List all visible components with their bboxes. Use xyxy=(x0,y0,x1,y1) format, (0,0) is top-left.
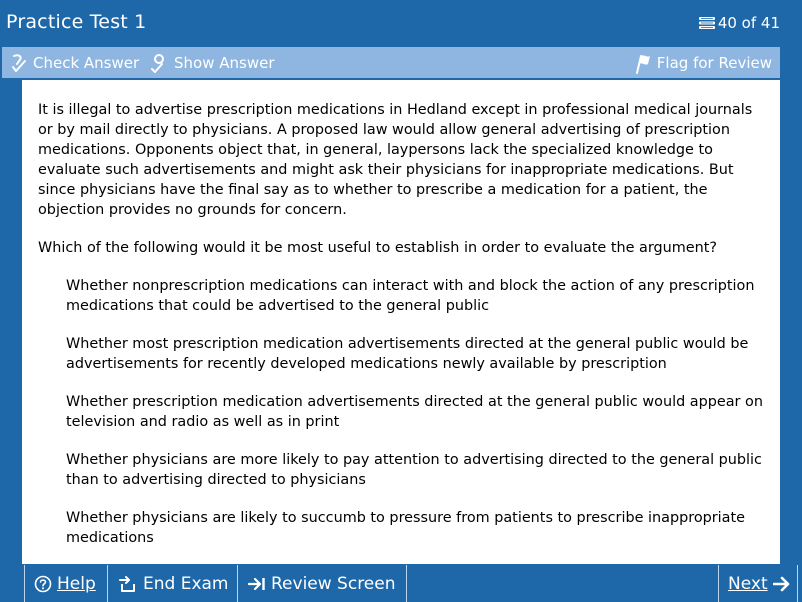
end-exam-label: End Exam xyxy=(143,573,229,594)
app-title: Practice Test 1 xyxy=(6,11,147,33)
end-exam-icon xyxy=(118,575,138,593)
question-list-icon xyxy=(698,16,716,30)
flag-for-review-label: Flag for Review xyxy=(656,53,772,72)
help-icon xyxy=(34,575,52,593)
answer-choice-text: Whether prescription medication advertisements directed at the general public would appear on television and radio as well as in print xyxy=(66,394,763,430)
end-exam-button[interactable] xyxy=(107,565,237,602)
check-answer-button[interactable] xyxy=(11,47,139,78)
answer-choice-c[interactable] xyxy=(38,392,768,432)
show-answer-button[interactable] xyxy=(150,47,275,78)
next-label: Next xyxy=(728,573,768,594)
question-panel xyxy=(22,80,780,564)
flag-icon xyxy=(633,52,653,74)
footer-bar xyxy=(0,565,802,602)
answer-choice-b[interactable] xyxy=(38,334,768,374)
review-arrow-icon xyxy=(248,576,266,592)
answer-choice-text: Whether physicians are likely to succumb to pressure from patients to prescribe inappropriate medications xyxy=(66,510,745,546)
answer-choice-text: Whether physicians are more likely to pay attention to advertising directed to the general public than to advertising directed to physicians xyxy=(66,452,762,488)
answer-choice-text: Whether most prescription medication advertisements directed at the general public would be advertisements for recently developed medications newly available by prescription xyxy=(66,336,749,372)
question-counter-text: 40 of 41 xyxy=(717,14,780,32)
help-label: Help xyxy=(57,573,96,594)
question-stem: Which of the following would it be most useful to establish in order to evaluate the argument? xyxy=(38,240,718,256)
review-screen-label: Review Screen xyxy=(271,573,396,594)
show-answer-icon xyxy=(150,53,170,73)
answer-choice-e[interactable] xyxy=(38,508,768,548)
answer-choices xyxy=(38,276,768,566)
check-answer-label: Check Answer xyxy=(33,53,140,72)
question-stimulus: It is illegal to advertise prescription medications in Hedland except in professional medical journals or by mail directly to physicians. A proposed law would allow general advertising of prescription medications. Opponents object that, in general, laypersons lack the specialized knowledge to evaluate such advertisements and might ask their physicians for inappropriate medications. But since physicians have the final say as to whether to prescribe a medication for a patient, the objection provides no grounds for concern. xyxy=(38,102,753,218)
answer-choice-text: Whether nonprescription medications can interact with and block the action of any prescription medications that could be advertised to the general public xyxy=(66,278,755,314)
flag-for-review-button[interactable] xyxy=(633,47,772,78)
answer-choice-d[interactable] xyxy=(38,450,768,490)
arrow-right-icon xyxy=(773,576,791,592)
answer-choice-a[interactable] xyxy=(38,276,768,316)
title-bar xyxy=(0,0,802,46)
question-counter xyxy=(698,14,780,32)
toolbar xyxy=(2,47,780,78)
show-answer-label: Show Answer xyxy=(174,53,275,72)
check-answer-icon xyxy=(11,53,29,73)
next-button[interactable] xyxy=(718,565,798,602)
help-button[interactable] xyxy=(24,565,107,602)
review-screen-button[interactable] xyxy=(237,565,407,602)
